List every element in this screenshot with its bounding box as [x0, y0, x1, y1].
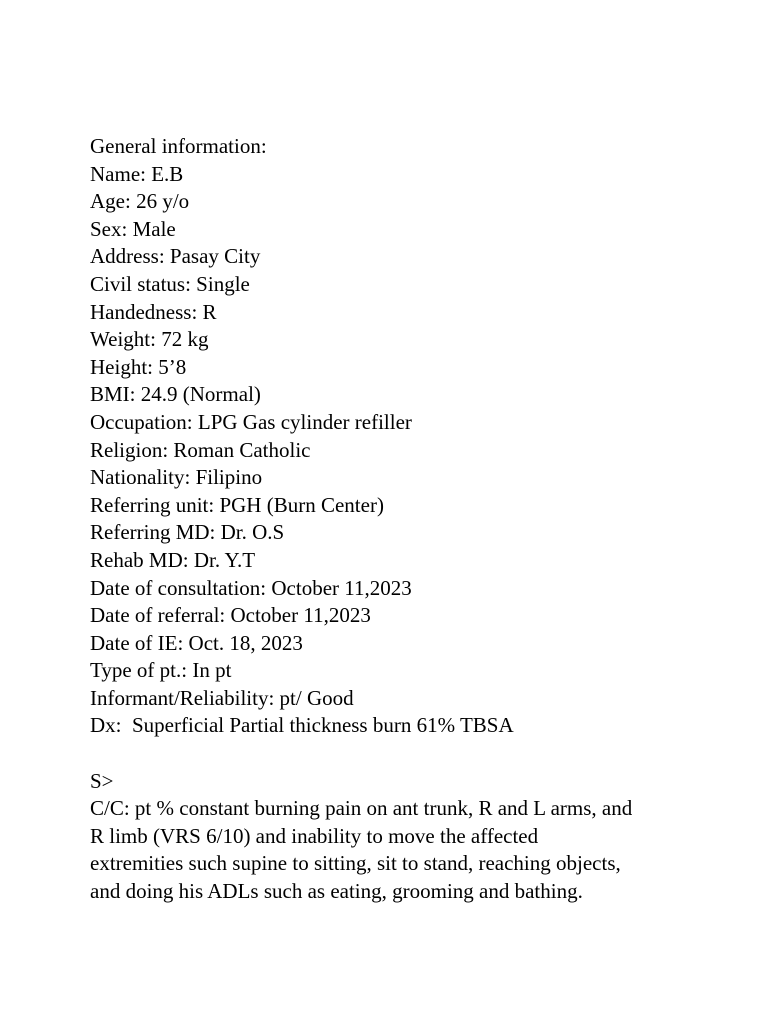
general-info-date-of-consultation: Date of consultation: October 11,2023 [90, 575, 412, 600]
general-info-weight: Weight: 72 kg [90, 327, 209, 352]
general-info-sex: Sex: Male [90, 216, 176, 241]
general-info-date-of-ie: Date of IE: Oct. 18, 2023 [90, 630, 303, 655]
general-info-age: Age: 26 y/o [90, 189, 190, 214]
subjective-heading: S> [90, 768, 114, 793]
general-info-address: Address: Pasay City [90, 244, 261, 269]
general-info-civil-status: Civil status: Single [90, 271, 250, 296]
general-info-type-of-pt: Type of pt.: In pt [90, 658, 232, 683]
general-info-informant: Informant/Reliability: pt/ Good [90, 685, 354, 710]
general-info-referring-unit: Referring unit: PGH (Burn Center) [90, 492, 384, 517]
general-info-nationality: Nationality: Filipino [90, 465, 263, 490]
section-spacer [90, 740, 690, 768]
general-info-heading: General information: [90, 134, 267, 158]
general-info-date-of-referral: Date of referral: October 11,2023 [90, 603, 371, 628]
general-info-referring-md: Referring MD: Dr. O.S [90, 520, 285, 545]
document-body [90, 133, 690, 906]
general-info-name: Name: E.B [90, 161, 184, 186]
general-info-height: Height: 5’8 [90, 354, 187, 379]
general-info-religion: Religion: Roman Catholic [90, 437, 311, 462]
general-info-handedness: Handedness: R [90, 299, 217, 324]
chief-complaint [90, 795, 690, 905]
chief-complaint-line-1: C/C: pt % constant burning pain on ant trunk, R and L arms, and [90, 796, 633, 821]
general-info-diagnosis: Dx: Superficial Partial thickness burn 61% TBSA [90, 713, 514, 738]
chief-complaint-line-4: and doing his ADLs such as eating, grooming and bathing. [90, 879, 583, 904]
general-info-occupation: Occupation: LPG Gas cylinder refiller [90, 409, 412, 434]
chief-complaint-line-2: R limb (VRS 6/10) and inability to move the affected [90, 823, 539, 848]
general-info-bmi: BMI: 24.9 (Normal) [90, 382, 261, 407]
chief-complaint-line-3: extremities such supine to sitting, sit to stand, reaching objects, [90, 851, 621, 876]
general-info-rehab-md: Rehab MD: Dr. Y.T [90, 547, 256, 572]
